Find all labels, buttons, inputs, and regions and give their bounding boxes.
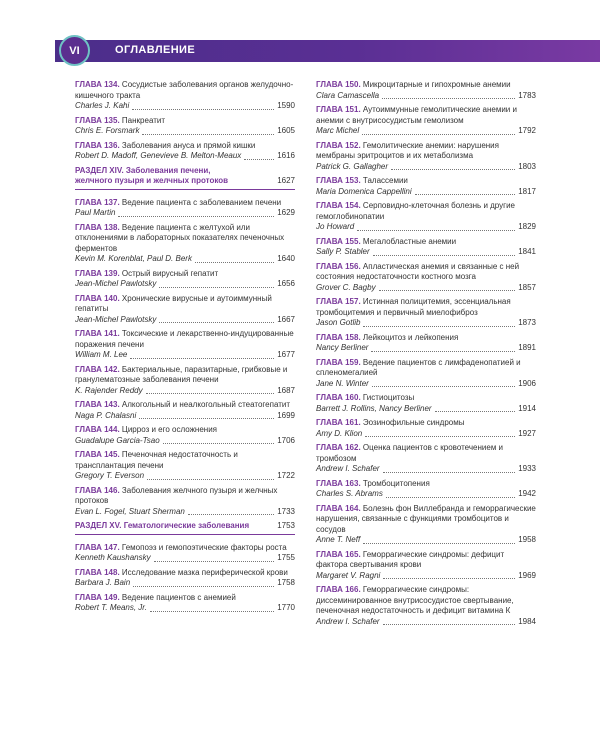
chapter-number: ГЛАВА 136. <box>75 140 120 150</box>
dot-leader <box>244 158 274 160</box>
chapter-number: ГЛАВА 145. <box>75 450 120 459</box>
dot-leader <box>357 229 515 231</box>
author-row <box>75 603 295 614</box>
chapter-authors: Anne T. Neff <box>316 535 361 544</box>
chapter-heading <box>75 400 295 411</box>
chapter-title: Хронические вирусные и аутоиммунный гепатиты <box>75 293 272 313</box>
dot-leader <box>386 496 515 498</box>
author-row <box>316 379 536 390</box>
dot-leader <box>130 357 274 359</box>
chapter-number: ГЛАВА 135. <box>75 115 120 125</box>
toc-entry[interactable] <box>316 141 536 173</box>
author-row <box>316 535 536 546</box>
chapter-number: ГЛАВА 146. <box>75 485 120 495</box>
toc-entry[interactable] <box>316 479 536 500</box>
author-row <box>75 471 295 482</box>
toc-entry[interactable] <box>75 593 295 614</box>
author-row <box>75 126 295 137</box>
chapter-page: 1656 <box>277 279 295 288</box>
section-title: Заболевания печени, <box>125 165 211 175</box>
chapter-heading <box>316 418 536 429</box>
page-title: ОГЛАВЛЕНИЕ <box>115 44 196 56</box>
chapter-page: 1758 <box>277 578 295 587</box>
chapter-title: Болезнь фон Виллебранда и геморрагические нарушения, связанные с функциями тромбоцитов и сосудов <box>316 503 536 534</box>
chapter-number: ГЛАВА 138. <box>75 222 120 232</box>
chapter-page: 1984 <box>518 616 536 626</box>
chapter-title: Серповидно-клеточная болезнь и другие гемоглобинопатии <box>316 201 516 221</box>
chapter-title: Лейкоцитоз и лейкопения <box>362 332 459 342</box>
chapter-title: Эозинофильные синдромы <box>362 418 465 427</box>
chapter-page: 1927 <box>518 428 536 438</box>
section-title-cont: желчного пузыря и желчных протоков <box>75 176 229 185</box>
chapter-title: Оценка пациентов с кровотечением и тромбозом <box>316 443 504 463</box>
toc-entry[interactable] <box>75 365 295 397</box>
toc-entry[interactable] <box>316 550 536 582</box>
chapter-number: ГЛАВА 148. <box>75 567 120 577</box>
chapter-authors: Sally P. Stabler <box>316 247 370 256</box>
dot-leader <box>133 585 274 587</box>
chapter-authors: Robert T. Means, Jr. <box>75 603 147 612</box>
section-label: РАЗДЕЛ XV. <box>75 521 122 530</box>
chapter-authors: William M. Lee <box>75 350 128 359</box>
dot-leader <box>363 542 515 544</box>
section-title-row <box>75 521 295 535</box>
chapter-title: Заболевания желчного пузыря и желчных протоков <box>75 485 278 505</box>
chapter-heading <box>75 365 295 386</box>
toc-entry[interactable] <box>75 294 295 326</box>
toc-entry[interactable] <box>316 393 536 414</box>
chapter-heading <box>316 333 536 344</box>
chapter-title: Исследование мазка периферической крови <box>121 567 288 577</box>
chapter-number: ГЛАВА 159. <box>316 357 361 367</box>
toc-entry[interactable] <box>316 80 536 101</box>
page-header <box>0 0 600 92</box>
dot-leader <box>139 417 274 419</box>
chapter-page: 1841 <box>518 247 536 256</box>
chapter-heading <box>316 550 536 571</box>
chapter-title: Панкреатит <box>121 115 166 125</box>
chapter-number: ГЛАВА 164. <box>316 503 361 513</box>
dot-leader <box>362 133 515 135</box>
author-row <box>316 126 536 137</box>
chapter-number: ГЛАВА 139. <box>75 268 120 278</box>
author-row <box>75 507 295 518</box>
author-row <box>316 318 536 329</box>
chapter-authors: Charles J. Kahi <box>75 101 130 110</box>
chapter-title: Микроцитарные и гипохромные анемии <box>362 80 511 89</box>
section-page: 1627 <box>277 176 295 185</box>
author-row <box>316 91 536 102</box>
toc-entry[interactable] <box>75 543 295 564</box>
chapter-number: ГЛАВА 154. <box>316 201 361 210</box>
author-row <box>75 411 295 422</box>
toc-entry[interactable] <box>316 333 536 354</box>
chapter-number: ГЛАВА 144. <box>75 425 120 434</box>
chapter-authors: K. Rajender Reddy <box>75 385 143 395</box>
chapter-authors: Barbara J. Bain <box>75 578 131 587</box>
chapter-page: 1605 <box>277 126 295 135</box>
chapter-authors: Naga P. Chalasni <box>75 410 137 420</box>
chapter-number: ГЛАВА 147. <box>75 542 120 552</box>
chapter-title: Ведение пациентов с анемией <box>121 592 236 602</box>
chapter-page: 1699 <box>277 410 295 420</box>
chapter-authors: Amy D. Klion <box>316 428 363 438</box>
chapter-title: Сосудистые заболевания органов желудочно-кишечного тракта <box>75 80 294 100</box>
chapter-heading <box>316 105 536 126</box>
chapter-authors: Guadalupe Garcia-Tsao <box>75 435 160 445</box>
chapter-number: ГЛАВА 157. <box>316 297 361 306</box>
toc-entry[interactable] <box>75 568 295 589</box>
chapter-heading <box>75 141 295 152</box>
chapter-title: Алкогольный и неалкогольный стеатогепатит <box>121 400 291 409</box>
dot-leader <box>363 325 515 327</box>
chapter-page: 1829 <box>518 222 536 231</box>
dot-leader <box>195 261 274 263</box>
author-row <box>75 436 295 447</box>
chapter-title: Мегалобластные анемии <box>362 236 457 246</box>
chapter-number: ГЛАВА 166. <box>316 585 361 594</box>
author-row <box>75 151 295 162</box>
chapter-page: 1783 <box>518 90 536 100</box>
chapter-page: 1616 <box>277 151 295 160</box>
section-title-row <box>75 176 295 190</box>
chapter-heading <box>316 585 536 617</box>
chapter-authors: Evan L. Fogel, Stuart Sherman <box>75 506 185 516</box>
toc-right-column <box>316 80 536 631</box>
chapter-authors: Jean-Michel Pawlotsky <box>75 279 157 288</box>
chapter-page: 1770 <box>277 603 295 612</box>
chapter-authors: Clara Camascella <box>316 90 380 100</box>
author-row <box>75 279 295 290</box>
chapter-number: ГЛАВА 162. <box>316 443 361 452</box>
chapter-heading <box>316 297 536 318</box>
dot-leader <box>132 108 274 110</box>
chapter-heading <box>316 237 536 248</box>
author-row <box>316 617 536 628</box>
toc-entry[interactable] <box>316 176 536 197</box>
chapter-title: Заболевания ануса и прямой кишки <box>121 140 256 150</box>
section-heading[interactable] <box>75 521 295 535</box>
chapter-title: Геморрагические синдромы: дефицит фактора свертывания крови <box>316 549 505 569</box>
chapter-authors: Kevin M. Korenblat, Paul D. Berk <box>75 254 192 263</box>
chapter-heading <box>75 425 295 436</box>
dot-leader <box>383 623 516 625</box>
toc-entry[interactable] <box>75 486 295 518</box>
chapter-number: ГЛАВА 151. <box>316 105 361 114</box>
chapter-authors: Jason Gotlib <box>316 318 361 327</box>
chapter-number: ГЛАВА 153. <box>316 176 361 185</box>
author-row <box>316 489 536 500</box>
toc-entry[interactable] <box>316 358 536 390</box>
author-row <box>316 404 536 415</box>
author-row <box>75 350 295 361</box>
section-label: РАЗДЕЛ XIV. <box>75 165 124 175</box>
chapter-page: 1667 <box>277 314 295 324</box>
chapter-heading <box>75 116 295 127</box>
chapter-number: ГЛАВА 158. <box>316 332 361 342</box>
dot-leader <box>372 385 515 387</box>
chapter-page: 1933 <box>518 464 536 473</box>
author-row <box>316 222 536 233</box>
chapter-title: Печеночная недостаточность и трансплантация печени <box>75 450 238 470</box>
toc-entry[interactable] <box>75 425 295 446</box>
chapter-heading <box>75 223 295 255</box>
chapter-page: 1687 <box>277 385 295 395</box>
chapter-heading <box>75 198 295 209</box>
chapter-heading <box>75 450 295 471</box>
chapter-page: 1792 <box>518 126 536 135</box>
chapter-heading <box>75 80 295 101</box>
chapter-page: 1803 <box>518 161 536 171</box>
chapter-title: Цирроз и его осложнения <box>121 425 218 434</box>
author-row <box>75 101 295 112</box>
dot-leader <box>391 168 515 170</box>
chapter-heading <box>316 443 536 464</box>
chapter-title: Аутоиммунные гемолитические анемии и анемии с внутрисосудистым гемолизом <box>316 105 517 125</box>
chapter-number: ГЛАВА 160. <box>316 393 361 402</box>
chapter-heading <box>75 294 295 315</box>
chapter-authors: Paul Martin <box>75 208 116 217</box>
dot-leader <box>382 97 515 99</box>
chapter-title: Ведение пациента с желтухой или отклонениями в лабораторных показателях печеночных ферментов <box>75 222 285 253</box>
chapter-authors: Gregory T. Everson <box>75 471 145 480</box>
toc-entry[interactable] <box>316 201 536 233</box>
chapter-number: ГЛАВА 150. <box>316 80 361 89</box>
toc-entry[interactable] <box>75 116 295 137</box>
toc-entry[interactable] <box>75 198 295 219</box>
chapter-number: ГЛАВА 163. <box>316 478 361 488</box>
dot-leader <box>118 215 274 217</box>
chapter-title: Гемопоэз и гемопоэтические факторы роста <box>121 542 287 552</box>
author-row <box>75 386 295 397</box>
chapter-title: Апластическая анемия и связанные с ней состояния недостаточности костного мозга <box>316 261 520 281</box>
chapter-authors: Jo Howard <box>316 222 355 231</box>
author-row <box>75 315 295 326</box>
author-row <box>75 254 295 265</box>
section-title-line <box>75 166 295 177</box>
chapter-page: 1857 <box>518 282 536 292</box>
dot-leader <box>159 286 274 288</box>
dot-leader <box>142 133 274 135</box>
dot-leader <box>365 435 515 437</box>
chapter-title: Талассемии <box>362 176 408 185</box>
page-number-badge: VI <box>59 35 90 66</box>
chapter-page: 1629 <box>277 208 295 217</box>
section-title-wrap <box>75 521 273 532</box>
chapter-page: 1942 <box>518 489 536 498</box>
chapter-heading <box>316 393 536 404</box>
chapter-title: Бактериальные, паразитарные, грибковые и гранулематозные заболевания печени <box>75 364 288 384</box>
chapter-heading <box>75 593 295 604</box>
chapter-number: ГЛАВА 134. <box>75 80 120 89</box>
chapter-number: ГЛАВА 137. <box>75 197 120 207</box>
chapter-authors: Jean-Michel Pawlotsky <box>75 314 157 324</box>
section-page: 1753 <box>277 521 295 530</box>
section-heading[interactable] <box>75 166 295 190</box>
chapter-page: 1906 <box>518 378 536 388</box>
chapter-authors: Margaret V. Ragni <box>316 570 381 580</box>
chapter-number: ГЛАВА 156. <box>316 261 361 271</box>
toc-entry[interactable] <box>316 297 536 329</box>
toc-entry[interactable] <box>316 443 536 475</box>
toc-entry[interactable] <box>75 269 295 290</box>
dot-leader <box>371 350 515 352</box>
dot-leader <box>379 289 516 291</box>
chapter-authors: Andrew I. Schafer <box>316 464 380 473</box>
chapter-heading <box>75 568 295 579</box>
toc-entry[interactable] <box>316 262 536 294</box>
chapter-authors: Chris E. Forsmark <box>75 126 140 135</box>
chapter-authors: Kenneth Kaushansky <box>75 553 151 562</box>
chapter-page: 1817 <box>518 186 536 196</box>
author-row <box>316 343 536 354</box>
chapter-heading <box>75 486 295 507</box>
dot-leader <box>154 560 275 562</box>
section-title: Гематологические заболевания <box>123 521 250 530</box>
author-row <box>316 162 536 173</box>
toc-entry[interactable] <box>75 450 295 482</box>
chapter-title: Истинная полицитемия, эссенциальная тромбоцитемия и первичный миелофиброз <box>316 297 511 317</box>
chapter-page: 1706 <box>277 435 295 445</box>
dot-leader <box>188 513 274 515</box>
chapter-page: 1958 <box>518 535 536 544</box>
dot-leader <box>146 392 275 394</box>
chapter-page: 1590 <box>277 101 295 110</box>
chapter-authors: Maria Domenica Cappellini <box>316 186 412 196</box>
chapter-number: ГЛАВА 143. <box>75 400 120 409</box>
chapter-number: ГЛАВА 141. <box>75 329 120 338</box>
toc-entry[interactable] <box>316 418 536 439</box>
author-row <box>316 187 536 198</box>
chapter-number: ГЛАВА 140. <box>75 293 120 303</box>
dot-leader <box>383 471 516 473</box>
chapter-title: Тромбоцитопения <box>362 478 430 488</box>
author-row <box>75 553 295 564</box>
chapter-page: 1733 <box>277 506 295 516</box>
chapter-authors: Patrick G. Gallagher <box>316 161 389 171</box>
chapter-number: ГЛАВА 155. <box>316 236 361 246</box>
dot-leader <box>435 410 516 412</box>
toc-entry[interactable] <box>75 223 295 265</box>
chapter-title: Гистиоцитозы <box>362 393 415 402</box>
chapter-heading <box>316 176 536 187</box>
chapter-heading <box>316 504 536 536</box>
dot-leader <box>159 321 274 323</box>
chapter-authors: Grover C. Bagby <box>316 282 376 292</box>
toc-entry[interactable] <box>316 585 536 627</box>
chapter-heading <box>75 329 295 350</box>
dot-leader <box>163 442 275 444</box>
dot-leader <box>150 610 274 612</box>
chapter-heading <box>316 479 536 490</box>
author-row <box>75 578 295 589</box>
chapter-number: ГЛАВА 142. <box>75 364 120 374</box>
dot-leader <box>415 193 516 195</box>
chapter-page: 1640 <box>277 254 295 263</box>
chapter-title: Ведение пациента с заболеванием печени <box>121 197 282 207</box>
toc-entry[interactable] <box>316 105 536 137</box>
toc-entry[interactable] <box>75 80 295 112</box>
chapter-authors: Charles S. Abrams <box>316 489 383 498</box>
chapter-number: ГЛАВА 149. <box>75 592 120 602</box>
chapter-authors: Marc Michel <box>316 126 360 135</box>
chapter-authors: Jane N. Winter <box>316 378 369 388</box>
chapter-page: 1873 <box>518 318 536 327</box>
dot-leader <box>373 254 516 256</box>
author-row <box>316 247 536 258</box>
chapter-number: ГЛАВА 152. <box>316 140 361 150</box>
chapter-authors: Nancy Berliner <box>316 343 369 352</box>
dot-leader <box>147 478 274 480</box>
chapter-number: ГЛАВА 165. <box>316 549 361 559</box>
author-row <box>316 571 536 582</box>
chapter-heading <box>75 543 295 554</box>
chapter-title: Токсические и лекарственно-индуцированные поражения печени <box>75 329 294 349</box>
chapter-heading <box>316 141 536 162</box>
author-row <box>316 283 536 294</box>
chapter-authors: Andrew I. Schafer <box>316 616 380 626</box>
chapter-page: 1755 <box>277 553 295 562</box>
chapter-page: 1722 <box>277 471 295 480</box>
chapter-heading <box>75 269 295 280</box>
chapter-page: 1891 <box>518 343 536 352</box>
chapter-authors: Robert D. Madoff, Genevieve B. Melton-Meaux <box>75 151 242 160</box>
chapter-title: Острый вирусный гепатит <box>121 268 219 278</box>
chapter-number: ГЛАВА 161. <box>316 418 361 427</box>
chapter-authors: Barrett J. Rollins, Nancy Berliner <box>316 403 432 413</box>
chapter-title: Геморрагические синдромы: диссеминированное внутрисосудистое свертывание, печеночная недостаточность и дефицит витамина К <box>316 585 514 615</box>
toc-left-column <box>75 80 295 618</box>
dot-leader <box>383 577 515 579</box>
author-row <box>316 464 536 475</box>
chapter-page: 1969 <box>518 570 536 580</box>
chapter-page: 1677 <box>277 350 295 359</box>
chapter-page: 1914 <box>518 403 536 413</box>
author-row <box>75 208 295 219</box>
chapter-heading <box>316 358 536 379</box>
chapter-heading <box>316 80 536 91</box>
toc-entry[interactable] <box>316 237 536 258</box>
toc-entry[interactable] <box>316 504 536 546</box>
toc-entry[interactable] <box>75 329 295 361</box>
toc-entry[interactable] <box>75 400 295 421</box>
chapter-heading <box>316 262 536 283</box>
chapter-title: Ведение пациентов с лимфаденопатией и спленомегалией <box>316 357 521 377</box>
chapter-heading <box>316 201 536 222</box>
author-row <box>316 429 536 440</box>
chapter-title: Гемолитические анемии: нарушения мембраны эритроцитов и их метаболизма <box>316 140 499 160</box>
toc-entry[interactable] <box>75 141 295 162</box>
